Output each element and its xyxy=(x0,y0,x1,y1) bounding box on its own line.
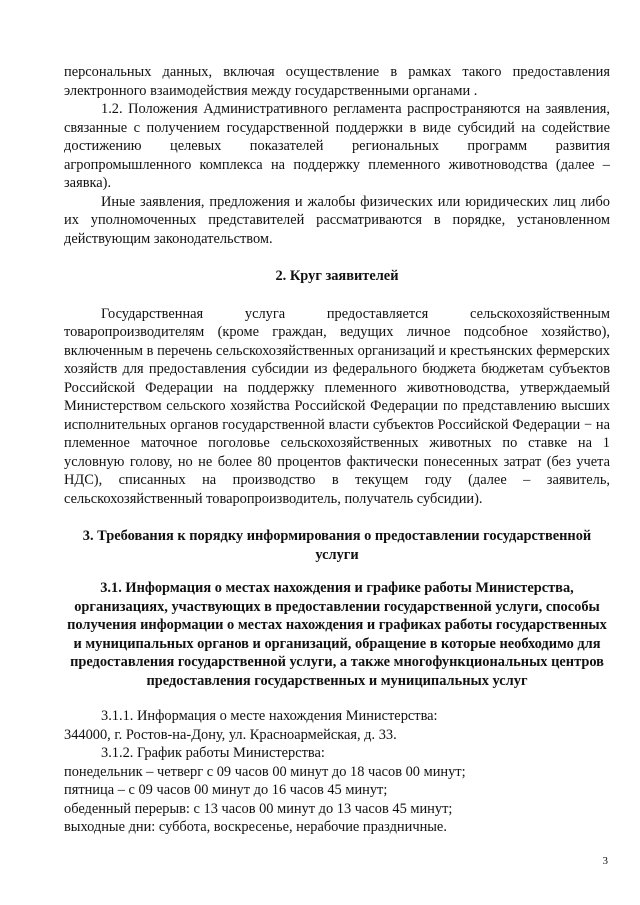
schedule-friday: пятница – с 09 часов 00 минут до 16 часов 45 минут; xyxy=(64,782,388,798)
schedule-lunch-break: обеденный перерыв: с 13 часов 00 минут до 13 часов 45 минут; xyxy=(64,800,453,817)
ministry-address: 344000, г. Ростов-на-Дону, ул. Красноармейская, д. 33. xyxy=(64,726,397,743)
paragraph-1-2: 1.2. Положения Административного регламента распространяются на заявления, связанные с получением государственной поддержки в виде субсидий на содействие достижению целевых показателей региональных программ развития агропромышленного комплекса на поддержку племенного животноводства (далее – заявка). xyxy=(64,101,610,191)
schedule-mon-thu: понедельник – четверг с 09 часов 00 минут до 18 часов 00 минут; xyxy=(64,763,466,780)
paragraph-intro-continued: персональных данных, включая осуществление в рамках такого предоставления электронного взаимодействия между государственными органами . xyxy=(64,64,610,99)
ministry-schedule-label: 3.1.2. График работы Министерства: xyxy=(101,745,325,761)
heading-3-1: 3.1. Информация о местах нахождения и графике работы Министерства, организациях, участвующих в предоставлении государственной услуги, способы получения информации о местах нахождения и графиках работы государственных и муниципальных органов и организаций, обращение в которые необходимо для предоставления государственной услуги, а также многофункциональных центров предоставления государственных и муниципальных услуг xyxy=(67,580,607,689)
ministry-location-label: 3.1.1. Информация о месте нахождения Министерства: xyxy=(101,708,438,724)
heading-information-requirements: 3. Требования к порядку информирования о предоставлении государственной услуги xyxy=(82,528,592,563)
paragraph-applicants: Государственная услуга предоставляется сельскохозяйственным товаропроизводителям (кроме граждан, ведущих личное подсобное хозяйство), включенным в перечень сельскохозяйственных организаций и крестьянских фермерских хозяйств для предоставления субсидии из федерального бюджета бюджетам субъектов Российской Федерации на поддержку племенного животноводства, утверждаемый Министерством сельского хозяйства Российской Федерации по представлению высших исполнительных органов государственной власти субъектов Российской Федерации − на племенное маточное поголовье сельскохозяйственных животных по ставке на 1 условную голову, но не более 80 процентов фактически понесенных затрат (без учета НДС), списанных на производство в текущем году (далее – заявитель, сельскохозяйственный товаропроизводитель, получатель субсидии). xyxy=(64,305,610,507)
heading-applicants: 2. Круг заявителей xyxy=(275,268,399,284)
schedule-days-off: выходные дни: суббота, воскресенье, нерабочие праздничные. xyxy=(64,819,447,835)
paragraph-other-requests: Иные заявления, предложения и жалобы физических или юридических лиц либо их уполномоченных представителей рассматриваются в порядке, установленном действующим законодательством. xyxy=(64,193,610,247)
page-number: 3 xyxy=(602,855,608,867)
